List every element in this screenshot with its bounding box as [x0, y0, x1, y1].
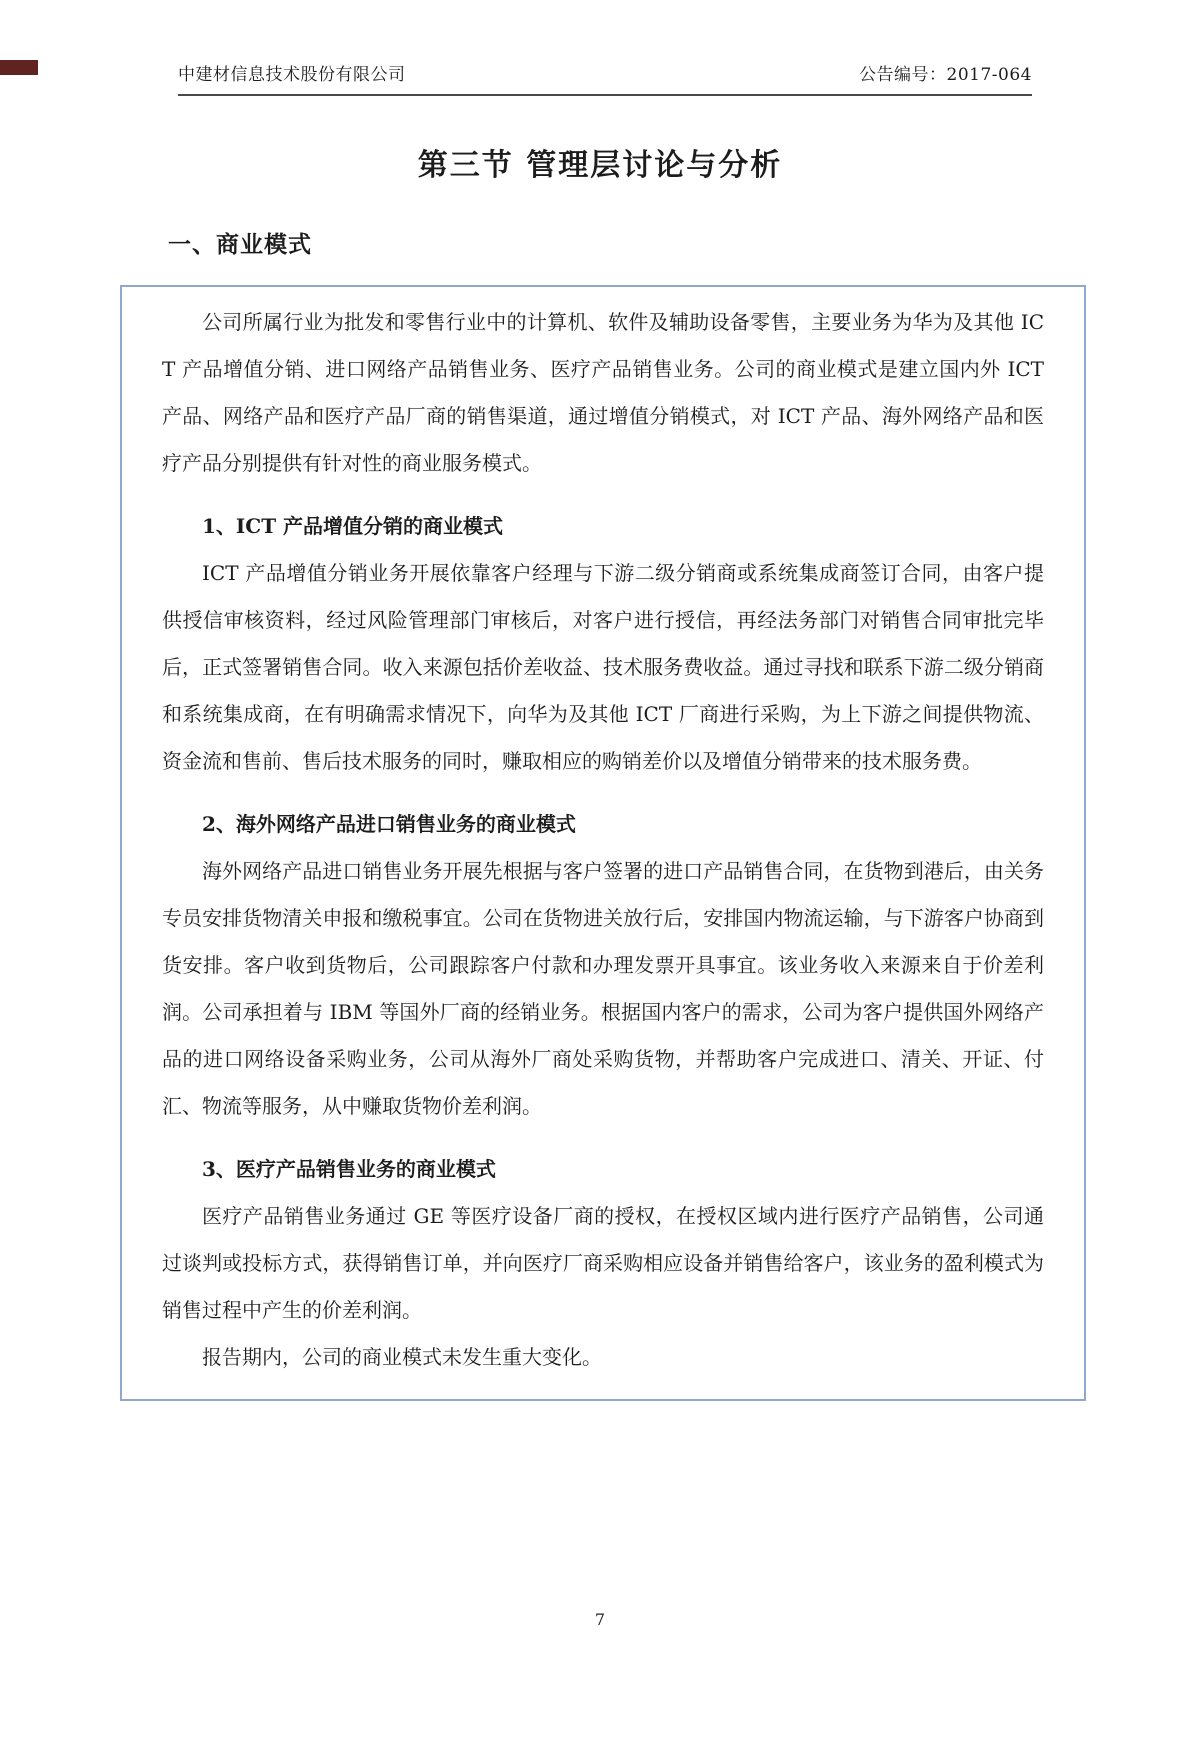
scan-corner-artifact — [0, 60, 38, 75]
section-heading: 一、商业模式 — [168, 232, 312, 258]
company-name: 中建材信息技术股份有限公司 — [178, 65, 406, 85]
business-model-text-box — [120, 285, 1086, 1401]
body-paragraph: 海外网络产品进口销售业务开展先根据与客户签署的进口产品销售合同，在货物到港后，由关务专员安排货物清关申报和缴税事宜。公司在货物进关放行后，安排国内物流运输，与下游客户协商到货安排。客户收到货物后，公司跟踪客户付款和办理发票开具事宜。该业务收入来源来自于价差利润。公司承担着与 IBM 等国外厂商的经销业务。根据国内客户的需求，公司为客户提供国外网络产品的进口网络设备采购业务，公司从海外厂商处采购货物，并帮助客户完成进口、清关、开证、付汇、物流等服务，从中赚取货物价差利润。 — [162, 859, 1044, 1118]
body-paragraph: 医疗产品销售业务通过 GE 等医疗设备厂商的授权，在授权区域内进行医疗产品销售，公司通过谈判或投标方式，获得销售订单，并向医疗厂商采购相应设备并销售给客户，该业务的盈利模式为销售过程中产生的价差利润。 — [162, 1204, 1044, 1322]
body-subheading: 2、海外网络产品进口销售业务的商业模式 — [202, 812, 576, 836]
page-number: 7 — [594, 1610, 606, 1629]
body-subheading: 3、医疗产品销售业务的商业模式 — [202, 1157, 496, 1181]
page-title: 第三节 管理层讨论与分析 — [417, 148, 783, 183]
announcement-number: 公告编号：2017-064 — [859, 65, 1032, 85]
body-paragraph: 公司所属行业为批发和零售行业中的计算机、软件及辅助设备零售，主要业务为华为及其他 ICT 产品增值分销、进口网络产品销售业务、医疗产品销售业务。公司的商业模式是建立国内外 ICT 产品、网络产品和医疗产品厂商的销售渠道，通过增值分销模式，对 ICT 产品、海外网络产品和医疗产品分别提供有针对性的商业服务模式。 — [162, 310, 1044, 475]
body-subheading: 1、ICT 产品增值分销的商业模式 — [202, 514, 504, 538]
page-header — [178, 60, 1032, 96]
body-paragraph: 报告期内，公司的商业模式未发生重大变化。 — [202, 1345, 602, 1369]
body-paragraph: ICT 产品增值分销业务开展依靠客户经理与下游二级分销商或系统集成商签订合同，由客户提供授信审核资料，经过风险管理部门审核后，对客户进行授信，再经法务部门对销售合同审批完毕后，正式签署销售合同。收入来源包括价差收益、技术服务费收益。通过寻找和联系下游二级分销商和系统集成商，在有明确需求情况下，向华为及其他 ICT 厂商进行采购，为上下游之间提供物流、资金流和售前、售后技术服务的同时，赚取相应的购销差价以及增值分销带来的技术服务费。 — [162, 561, 1044, 773]
